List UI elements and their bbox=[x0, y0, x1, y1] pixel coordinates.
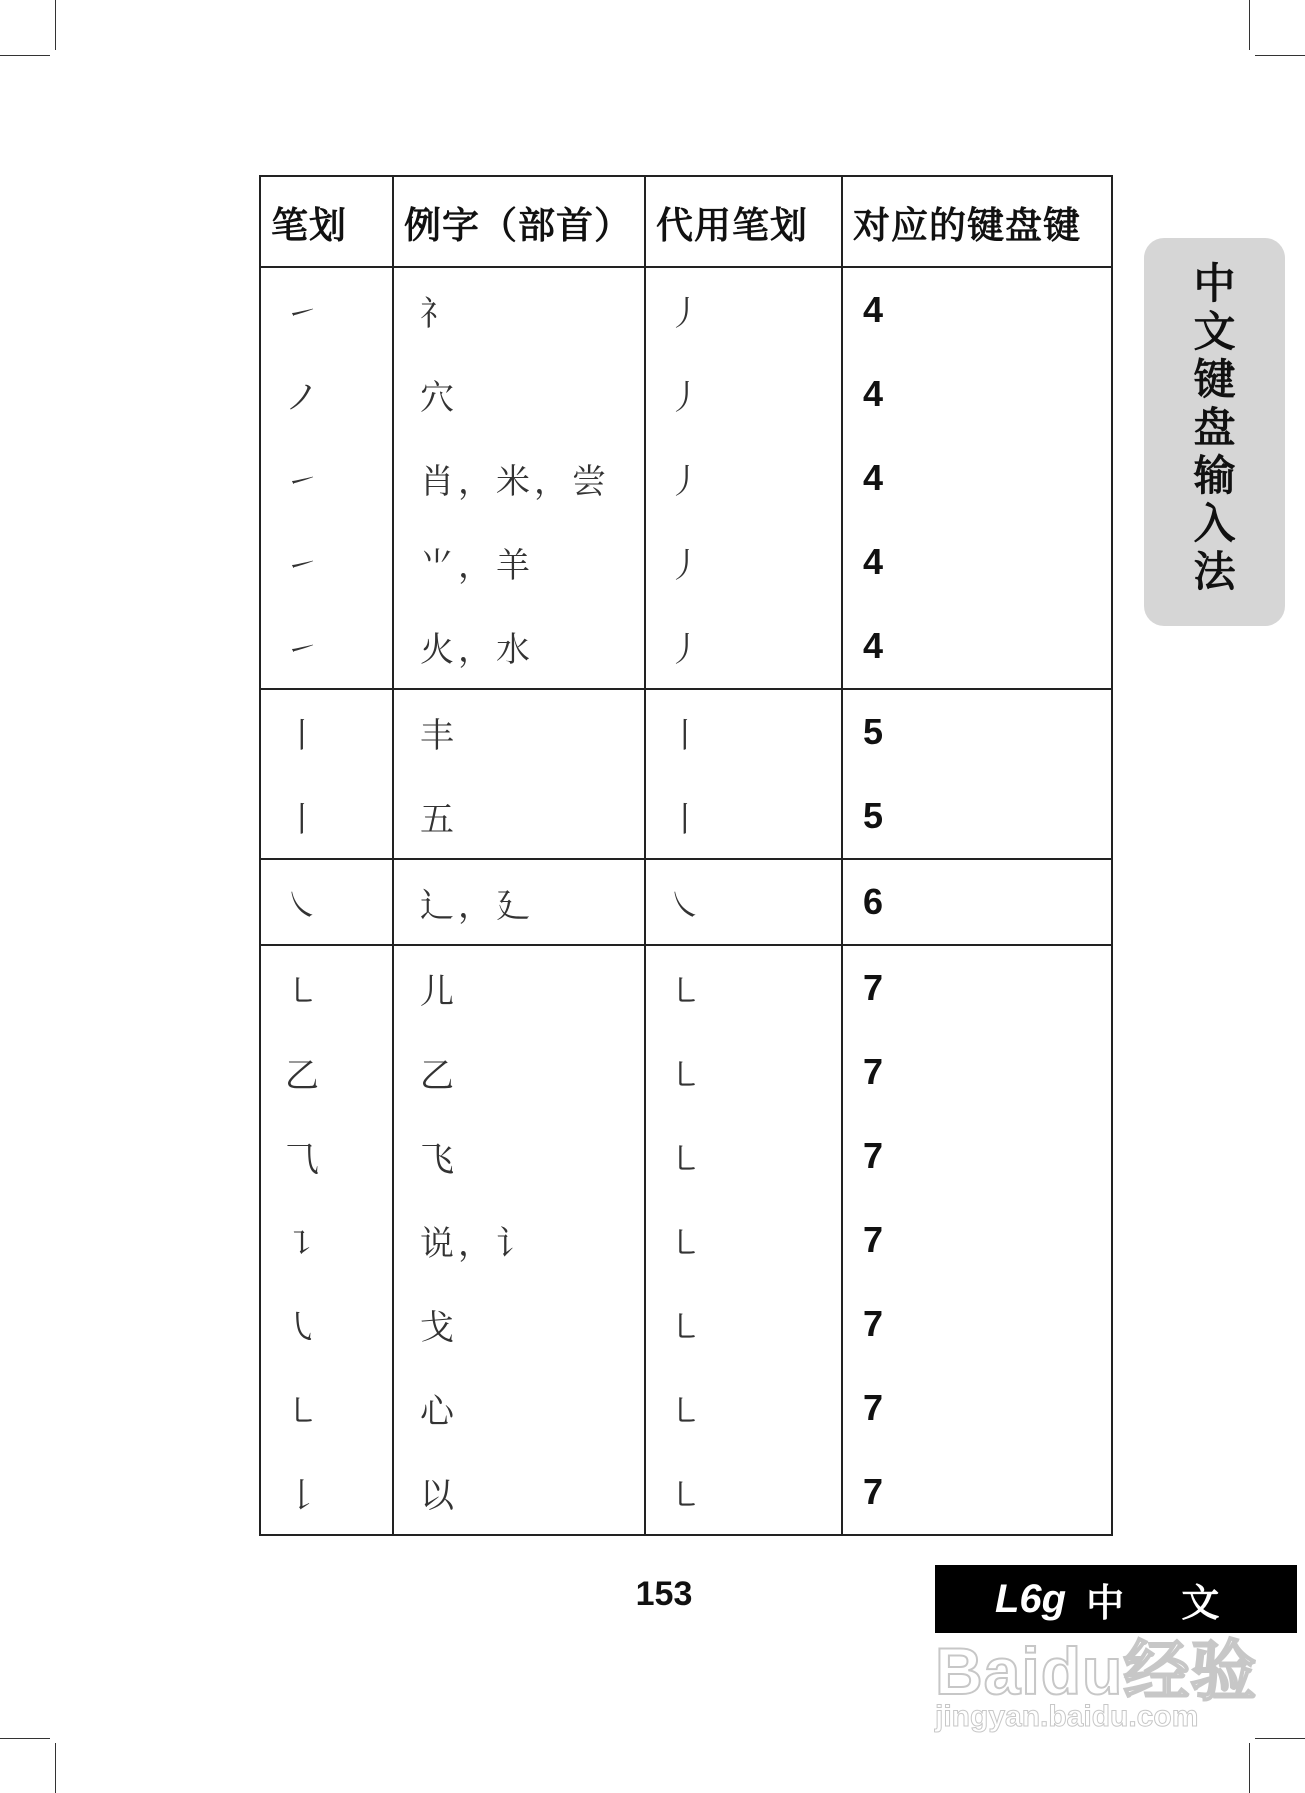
table-row bbox=[260, 520, 1112, 604]
watermark bbox=[925, 1618, 1285, 1748]
table-row bbox=[260, 267, 1112, 352]
stroke-cell: ノ bbox=[260, 352, 393, 436]
crop-mark bbox=[55, 1743, 56, 1793]
example-cell: 礻 bbox=[393, 267, 645, 352]
alt-stroke-cell: ㇄ bbox=[645, 1030, 842, 1114]
alt-stroke-cell: ㇄ bbox=[645, 945, 842, 1030]
table-row bbox=[260, 859, 1112, 945]
stroke-cell: ㇀ bbox=[260, 604, 393, 689]
crop-mark bbox=[0, 55, 50, 56]
example-cell: ⺌，羊 bbox=[393, 520, 645, 604]
alt-stroke-cell: ㇏ bbox=[645, 859, 842, 945]
table-group bbox=[260, 267, 1112, 689]
alt-stroke-cell: 丿 bbox=[645, 436, 842, 520]
watermark-logo: Baidu经验 bbox=[935, 1634, 1258, 1708]
table-group bbox=[260, 689, 1112, 859]
table-group bbox=[260, 945, 1112, 1535]
alt-stroke-cell: 丿 bbox=[645, 267, 842, 352]
example-cell: 丰 bbox=[393, 689, 645, 774]
example-cell: 辶，廴 bbox=[393, 859, 645, 945]
stroke-cell: ㇂ bbox=[260, 1282, 393, 1366]
example-cell: 戈 bbox=[393, 1282, 645, 1366]
side-tab-label: 中文键盘输入法 bbox=[1193, 259, 1236, 596]
table-row bbox=[260, 1366, 1112, 1450]
example-cell: 火，水 bbox=[393, 604, 645, 689]
header-alt-stroke: 代用笔划 bbox=[645, 176, 842, 267]
example-cell: 肖，米，尝 bbox=[393, 436, 645, 520]
crop-mark bbox=[1249, 0, 1250, 50]
example-cell: 以 bbox=[393, 1450, 645, 1535]
table-row bbox=[260, 436, 1112, 520]
stroke-cell: 乙 bbox=[260, 1030, 393, 1114]
header-stroke: 笔划 bbox=[260, 176, 393, 267]
stroke-cell: ㇊ bbox=[260, 1198, 393, 1282]
key-cell: 4 bbox=[842, 267, 1112, 352]
language-label: 中 文 bbox=[1086, 1580, 1242, 1625]
alt-stroke-cell: 丿 bbox=[645, 352, 842, 436]
header-example: 例字（部首） bbox=[393, 176, 645, 267]
example-cell: 五 bbox=[393, 774, 645, 859]
stroke-cell: 丨 bbox=[260, 774, 393, 859]
stroke-cell: ㇄ bbox=[260, 1366, 393, 1450]
table-row bbox=[260, 1198, 1112, 1282]
header-key: 对应的键盘键 bbox=[842, 176, 1112, 267]
key-cell: 6 bbox=[842, 859, 1112, 945]
stroke-cell: ㇄ bbox=[260, 945, 393, 1030]
crop-mark bbox=[1255, 55, 1305, 56]
alt-stroke-cell: 丿 bbox=[645, 520, 842, 604]
example-cell: 说，讠 bbox=[393, 1198, 645, 1282]
table-row bbox=[260, 352, 1112, 436]
table-row bbox=[260, 1450, 1112, 1535]
key-cell: 7 bbox=[842, 1114, 1112, 1198]
stroke-cell: ㇀ bbox=[260, 267, 393, 352]
table-header bbox=[260, 176, 1112, 267]
example-cell: 儿 bbox=[393, 945, 645, 1030]
stroke-cell: ㇏ bbox=[260, 859, 393, 945]
table-row bbox=[260, 689, 1112, 774]
alt-stroke-cell: 丿 bbox=[645, 604, 842, 689]
alt-stroke-cell: 丨 bbox=[645, 774, 842, 859]
key-cell: 5 bbox=[842, 774, 1112, 859]
key-cell: 4 bbox=[842, 520, 1112, 604]
example-cell: 乙 bbox=[393, 1030, 645, 1114]
example-cell: 飞 bbox=[393, 1114, 645, 1198]
watermark-url: jingyan.baidu.com bbox=[935, 1700, 1199, 1733]
stroke-cell: 𠄌 bbox=[260, 1450, 393, 1535]
table-row bbox=[260, 1114, 1112, 1198]
crop-mark bbox=[55, 0, 56, 50]
alt-stroke-cell: ㇄ bbox=[645, 1114, 842, 1198]
table-row bbox=[260, 774, 1112, 859]
table-row bbox=[260, 1030, 1112, 1114]
key-cell: 5 bbox=[842, 689, 1112, 774]
stroke-cell: 丨 bbox=[260, 689, 393, 774]
alt-stroke-cell: ㇄ bbox=[645, 1198, 842, 1282]
crop-mark bbox=[1249, 1743, 1250, 1793]
alt-stroke-cell: ㇄ bbox=[645, 1366, 842, 1450]
key-cell: 4 bbox=[842, 604, 1112, 689]
stroke-table bbox=[259, 175, 1113, 1536]
key-cell: 4 bbox=[842, 436, 1112, 520]
table-row bbox=[260, 945, 1112, 1030]
alt-stroke-cell: 丨 bbox=[645, 689, 842, 774]
stroke-cell: ⺄ bbox=[260, 1114, 393, 1198]
section-side-tab bbox=[1144, 238, 1285, 626]
model-name: L6g bbox=[995, 1576, 1067, 1621]
crop-mark bbox=[0, 1738, 50, 1739]
key-cell: 7 bbox=[842, 945, 1112, 1030]
example-cell: 穴 bbox=[393, 352, 645, 436]
table-row bbox=[260, 604, 1112, 689]
key-cell: 7 bbox=[842, 1030, 1112, 1114]
table-row bbox=[260, 1282, 1112, 1366]
key-cell: 7 bbox=[842, 1366, 1112, 1450]
key-cell: 7 bbox=[842, 1198, 1112, 1282]
table-group bbox=[260, 859, 1112, 945]
key-cell: 7 bbox=[842, 1450, 1112, 1535]
stroke-cell: ㇀ bbox=[260, 436, 393, 520]
key-cell: 4 bbox=[842, 352, 1112, 436]
alt-stroke-cell: ㇄ bbox=[645, 1282, 842, 1366]
stroke-cell: ㇀ bbox=[260, 520, 393, 604]
alt-stroke-cell: ㇄ bbox=[645, 1450, 842, 1535]
example-cell: 心 bbox=[393, 1366, 645, 1450]
key-cell: 7 bbox=[842, 1282, 1112, 1366]
page-number: 153 bbox=[635, 1575, 693, 1613]
